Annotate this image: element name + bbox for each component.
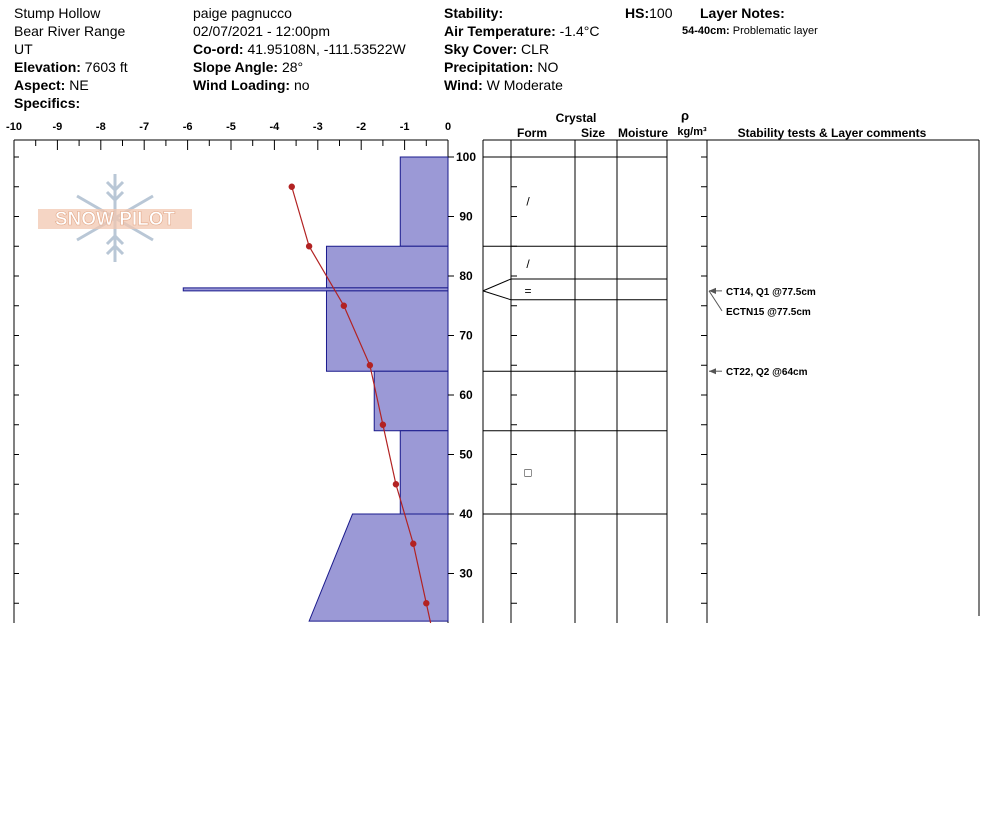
- crystal-form-symbol: □: [524, 465, 532, 480]
- hardness-layer: [374, 371, 448, 431]
- right-height-ticks: [511, 157, 707, 603]
- hs-label: HS:: [625, 5, 650, 21]
- wind-loading-label: Wind Loading:: [193, 77, 291, 93]
- air-temp-label: Air Temperature:: [444, 23, 556, 39]
- stability-header: Stability tests & Layer comments: [737, 126, 927, 140]
- temp-tick-label: -9: [52, 121, 63, 133]
- snowpilot-logo: [38, 174, 192, 262]
- stability-test-arrowhead: [709, 368, 716, 374]
- logo-text: SNOW PILOT: [54, 209, 176, 230]
- temp-point: [410, 541, 416, 547]
- coord-value: 41.95108N, -111.53522W: [247, 41, 406, 57]
- temp-tick-label: -4: [269, 121, 280, 133]
- hardness-profile: [183, 157, 448, 621]
- stability-test-arrow: [709, 291, 722, 311]
- temp-tick-label: -2: [356, 121, 367, 133]
- temp-point: [306, 243, 312, 249]
- wind-loading-value: no: [293, 77, 310, 93]
- sky-value: CLR: [521, 41, 550, 57]
- rho-header: ρ: [680, 108, 690, 123]
- aspect-value: NE: [69, 77, 89, 93]
- temp-point: [393, 481, 399, 487]
- location: Stump Hollow: [14, 5, 101, 21]
- crystal-form-symbol: =: [524, 283, 532, 298]
- state: UT: [14, 41, 33, 57]
- temp-tick-label: 0: [444, 121, 452, 133]
- size-header: Size: [580, 126, 606, 140]
- temp-tick-label: -1: [399, 121, 410, 133]
- stability-test-label: CT22, Q2 @64cm: [726, 367, 808, 379]
- stability-test-label: ECTN15 @77.5cm: [726, 306, 811, 318]
- height-tick-label: 90: [459, 209, 473, 224]
- air-temp-value: -1.4°C: [559, 23, 600, 39]
- height-tick-label: 60: [459, 388, 473, 402]
- sky-label: Sky Cover:: [444, 41, 518, 57]
- hardness-layer: [400, 157, 448, 246]
- slope-label: Slope Angle:: [193, 59, 279, 75]
- precip-value: NO: [537, 59, 559, 75]
- temp-tick-label: -5: [226, 121, 236, 133]
- temp-tick-label: -6: [182, 121, 193, 133]
- temp-point: [380, 422, 386, 428]
- wind-value: W Moderate: [486, 77, 563, 93]
- hardness-layer: [326, 246, 448, 288]
- height-tick-label: 70: [459, 328, 473, 343]
- height-tick-label: 80: [459, 269, 473, 283]
- hardness-layer: [400, 431, 448, 514]
- layer-boundary-connector: [483, 291, 511, 300]
- aspect-label: Aspect:: [14, 77, 66, 93]
- temp-point: [367, 362, 373, 368]
- left-height-ticks: [14, 157, 19, 603]
- moisture-header: Moisture: [617, 126, 669, 140]
- crystal-form-symbol: /: [526, 257, 530, 272]
- temp-tick-label: -7: [139, 121, 150, 133]
- temp-tick-label: -3: [312, 121, 323, 133]
- datetime: 02/07/2021 - 12:00pm: [193, 23, 330, 39]
- temp-tick-label: -8: [95, 121, 106, 133]
- form-header: Form: [517, 126, 547, 140]
- layer-note-text: Problematic layer: [732, 25, 818, 37]
- density-unit-header: kg/m³: [677, 126, 707, 138]
- stability-tests: [709, 287, 816, 378]
- crystal-header: Crystal: [555, 111, 597, 125]
- temp-tick-label: -10: [6, 121, 22, 133]
- layer-boundary-connector: [483, 279, 511, 291]
- elevation-value: 7603 ft: [84, 59, 128, 75]
- layer-notes-label: Layer Notes:: [700, 5, 785, 21]
- height-tick-label: 30: [459, 566, 473, 581]
- temp-ticks: [6, 121, 451, 150]
- elevation-label: Elevation:: [14, 59, 81, 75]
- mountain-range: Bear River Range: [14, 23, 126, 39]
- height-tick-label: 100: [455, 150, 477, 164]
- temp-point: [289, 184, 295, 190]
- crystal-forms: [524, 195, 531, 480]
- height-labels: [448, 150, 476, 581]
- specifics-label: Specifics:: [14, 95, 81, 111]
- layer-note-range: 54-40cm:: [682, 25, 730, 37]
- precip-label: Precipitation:: [444, 59, 534, 75]
- height-tick-label: 50: [459, 447, 473, 462]
- observer: paige pagnucco: [193, 5, 292, 21]
- hs-value: 100: [649, 5, 673, 21]
- stability-label: Stability:: [444, 5, 504, 21]
- crystal-form-symbol: /: [526, 194, 530, 209]
- temp-point: [341, 303, 347, 309]
- height-tick-label: 40: [459, 507, 473, 521]
- coord-label: Co-ord:: [193, 41, 244, 57]
- slope-value: 28°: [281, 59, 304, 75]
- temp-point: [423, 600, 429, 606]
- stability-test-label: CT14, Q1 @77.5cm: [726, 286, 816, 298]
- wind-label: Wind:: [444, 77, 483, 93]
